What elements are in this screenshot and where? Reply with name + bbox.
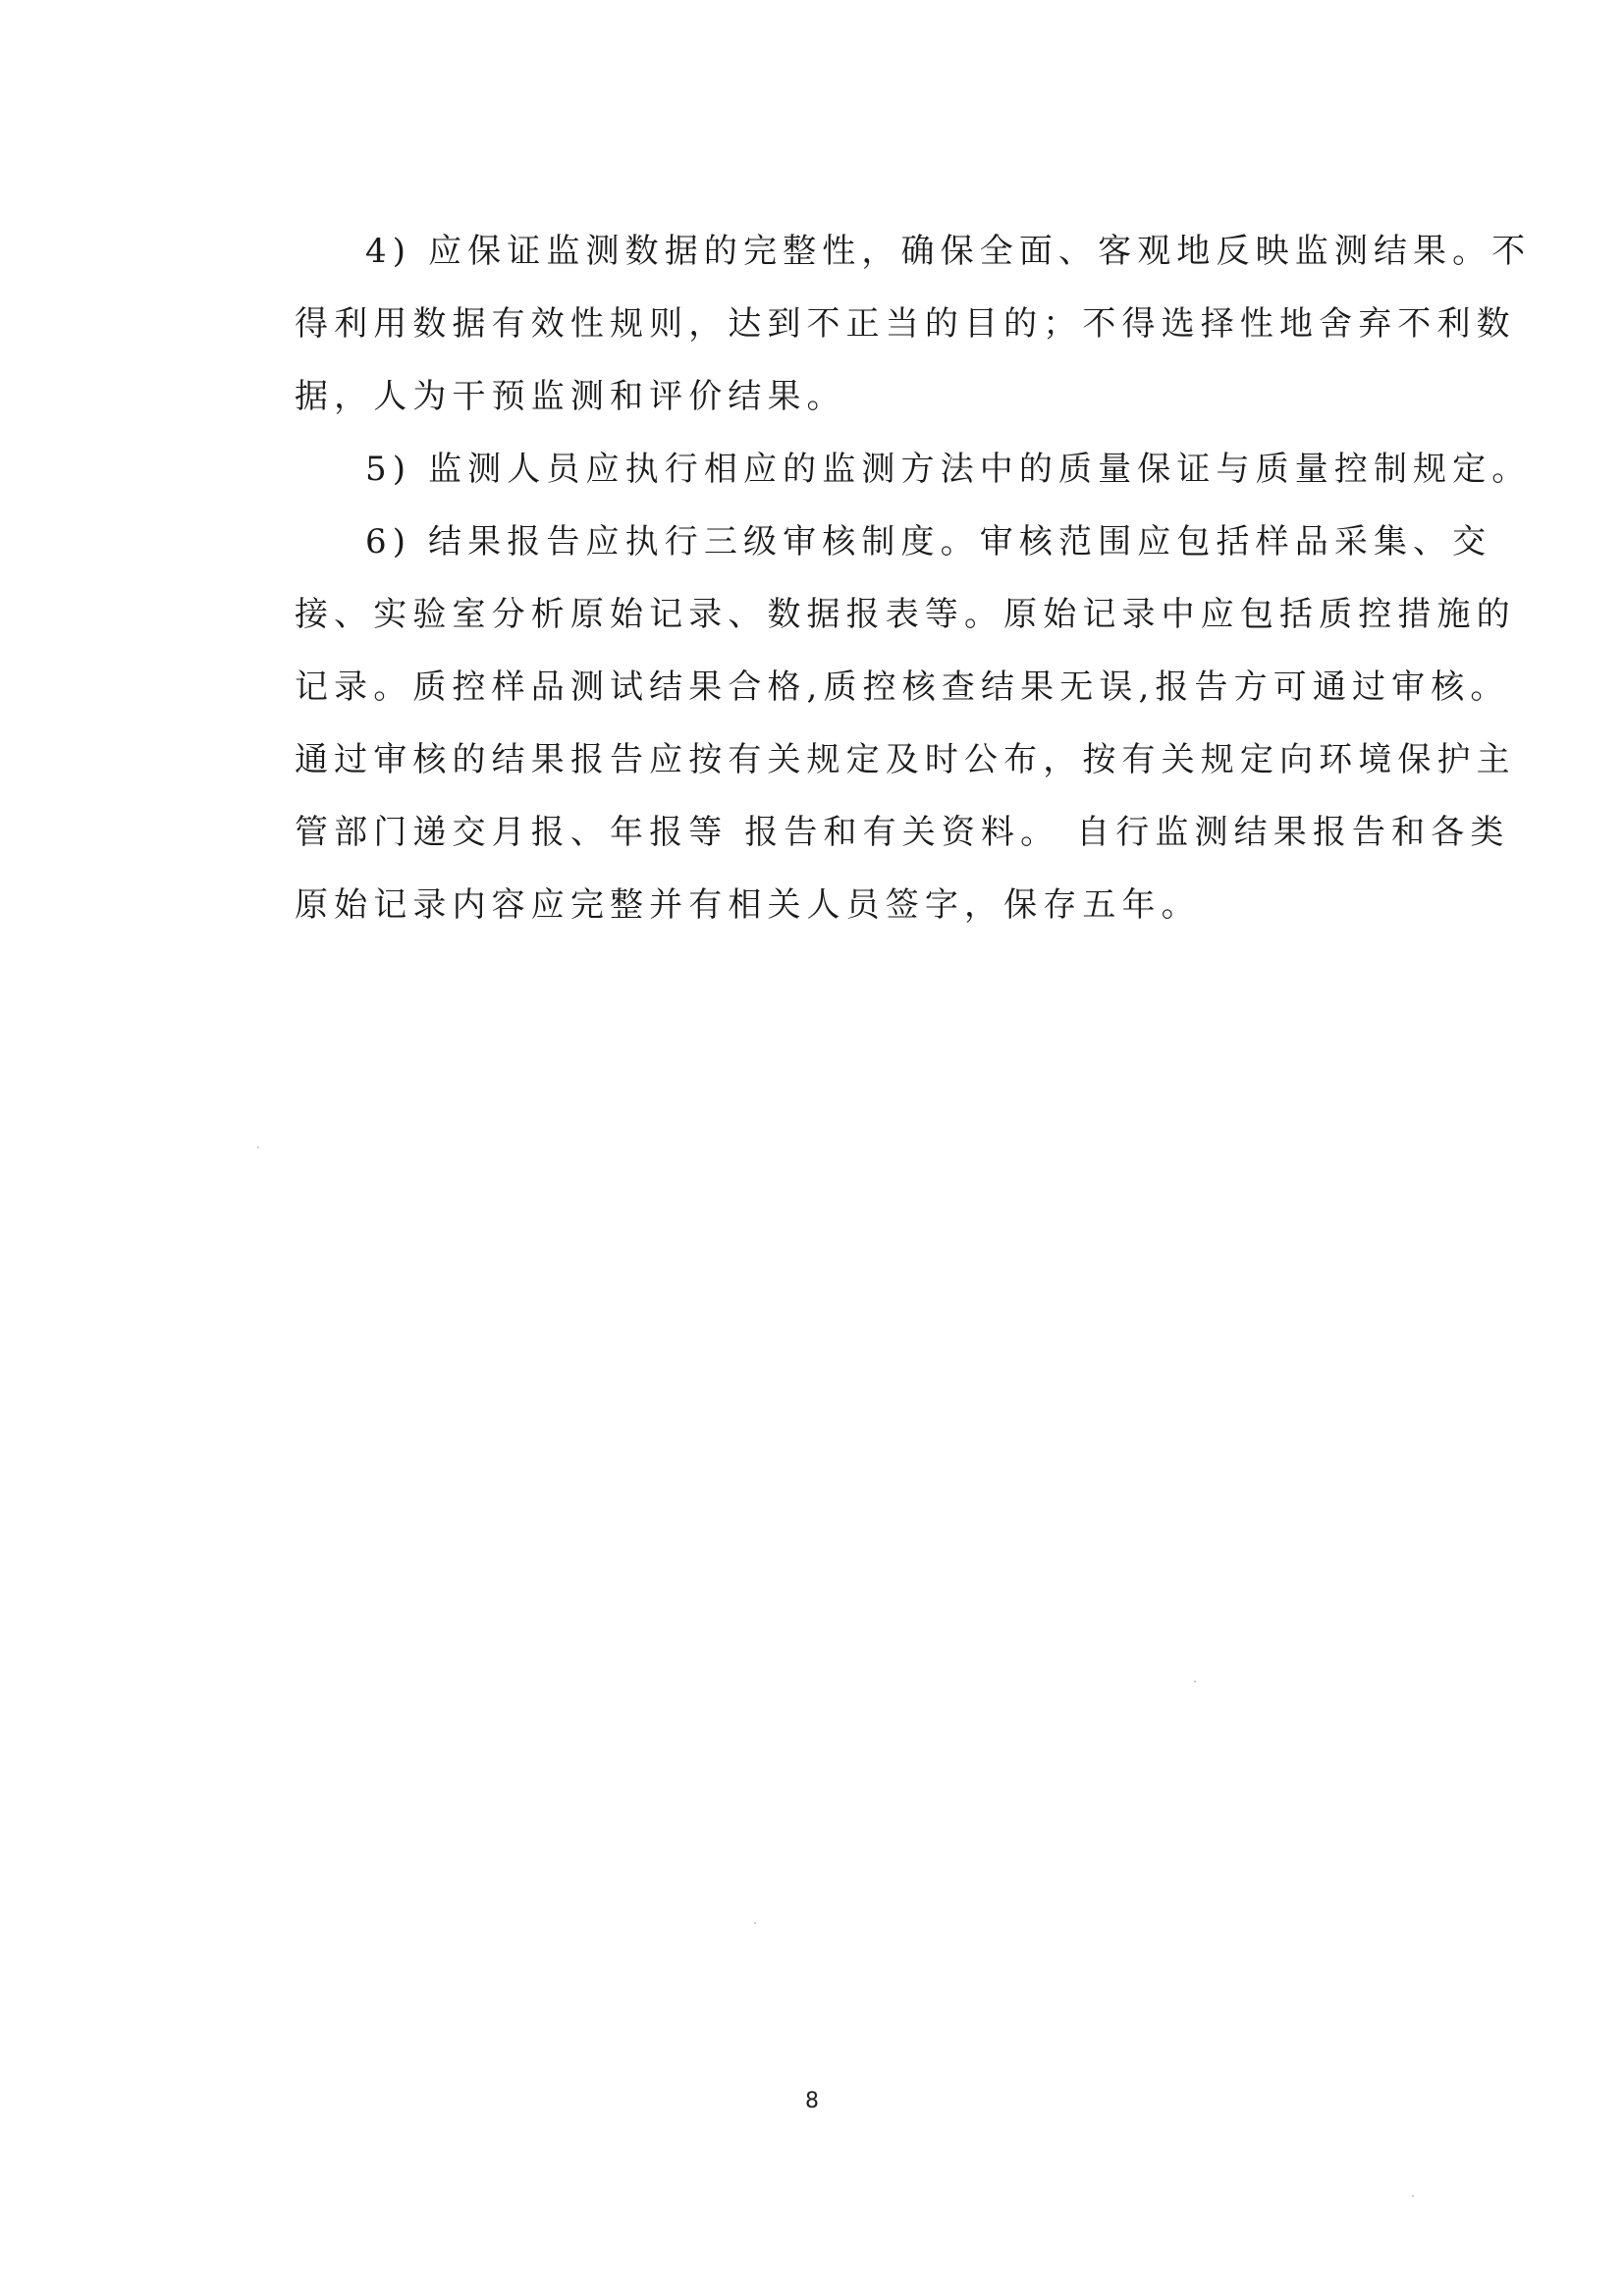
page-number: 8 <box>805 2089 819 2113</box>
scan-speck <box>1194 1681 1196 1682</box>
paragraph-6-line-2: 接、实验室分析原始记录、数据报表等。原始记录中应包括质控措施的 <box>295 595 1516 634</box>
paragraph-6-line-5: 管部门递交月报、年报等 报告和有关资料。 自行监测结果报告和各类 <box>295 813 1510 852</box>
scan-speck <box>257 1147 259 1148</box>
paragraph-4-line-2: 得利用数据有效性规则，达到不正当的目的；不得选择性地舍弃不利数 <box>295 304 1516 344</box>
paragraph-5-line-1: 5) 监测人员应执行相应的监测方法中的质量保证与质量控制规定。 <box>365 450 1532 489</box>
paragraph-6-line-3: 记录。质控样品测试结果合格,质控核查结果无误,报告方可通过审核。 <box>295 667 1510 707</box>
paragraph-6-line-4: 通过审核的结果报告应按有关规定及时公布，按有关规定向环境保护主 <box>295 740 1516 779</box>
scan-speck <box>1412 2195 1414 2197</box>
scan-speck <box>754 1922 756 1924</box>
paragraph-4-line-3: 据，人为干预监测和评价结果。 <box>295 377 846 416</box>
paragraph-6-line-6: 原始记录内容应完整并有相关人员签字，保存五年。 <box>295 885 1201 925</box>
paragraph-4-line-1: 4) 应保证监测数据的完整性，确保全面、客观地反映监测结果。不 <box>365 232 1532 271</box>
paragraph-6-line-1: 6) 结果报告应执行三级审核制度。审核范围应包括样品采集、交 <box>365 522 1492 561</box>
